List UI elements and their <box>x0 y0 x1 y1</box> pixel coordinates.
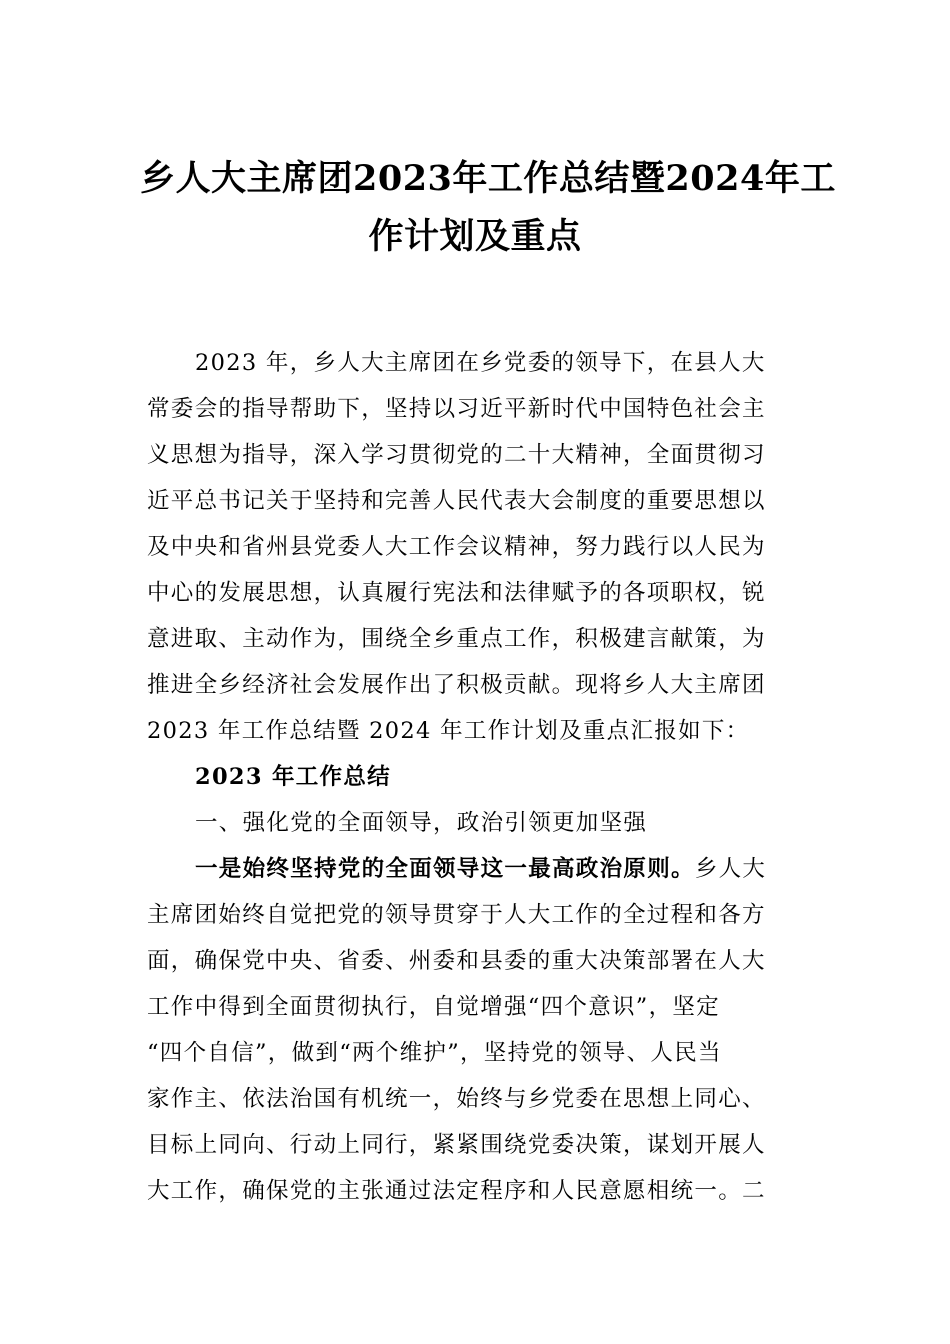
point1-line-8: 大工作，确保党的主张通过法定程序和人民意愿相统一。二 <box>147 1178 766 1204</box>
point1-line-4: 工作中得到全面贯彻执行，自觉增强“四个意识”，坚定 <box>147 994 721 1020</box>
subsection-heading: 一、强化党的全面领导，政治引领更加坚强 <box>195 810 648 836</box>
intro-line-3: 义思想为指导，深入学习贯彻党的二十大精神，全面贯彻习 <box>147 442 766 468</box>
intro-line-9: 2023 年工作总结暨 2024 年工作计划及重点汇报如下： <box>147 718 750 744</box>
point1-bold-lead: 一是始终坚持党的全面领导这一最高政治原则。 <box>195 856 695 882</box>
document-body <box>147 340 807 1214</box>
title-line-2: 作计划及重点 <box>368 216 582 257</box>
intro-line-4: 近平总书记关于坚持和完善人民代表大会制度的重要思想以 <box>147 488 766 514</box>
point1-line-7: 目标上同向、行动上同行，紧紧围绕党委决策，谋划开展人 <box>147 1132 766 1158</box>
point1-line-6: 家作主、依法治国有机统一，始终与乡党委在思想上同心、 <box>147 1086 766 1112</box>
intro-line-6: 中心的发展思想，认真履行宪法和法律赋予的各项职权，锐 <box>147 580 766 606</box>
point1-line-1 <box>147 846 807 892</box>
point1-line-3: 面，确保党中央、省委、州委和县委的重大决策部署在人大 <box>147 948 766 974</box>
section-heading: 2023 年工作总结 <box>195 764 391 790</box>
intro-line-5: 及中央和省州县党委人大工作会议精神，努力践行以人民为 <box>147 534 766 560</box>
intro-line-7: 意进取、主动作为，围绕全乡重点工作，积极建言献策，为 <box>147 626 766 652</box>
title-line-1: 乡人大主席团2023年工作总结暨2024年工 <box>140 158 836 199</box>
intro-line-8: 推进全乡经济社会发展作出了积极贡献。现将乡人大主席团 <box>147 672 766 698</box>
intro-line-1: 2023 年，乡人大主席团在乡党委的领导下，在县人大 <box>195 350 766 376</box>
point1-line-2: 主席团始终自觉把党的领导贯穿于人大工作的全过程和各方 <box>147 902 766 928</box>
document-title <box>140 150 836 266</box>
point1-line-5: “四个自信”，做到“两个维护”，坚持党的领导、人民当 <box>147 1040 722 1066</box>
intro-line-2: 常委会的指导帮助下，坚持以习近平新时代中国特色社会主 <box>147 396 766 422</box>
point1-lead-rest: 乡人大 <box>694 856 767 882</box>
